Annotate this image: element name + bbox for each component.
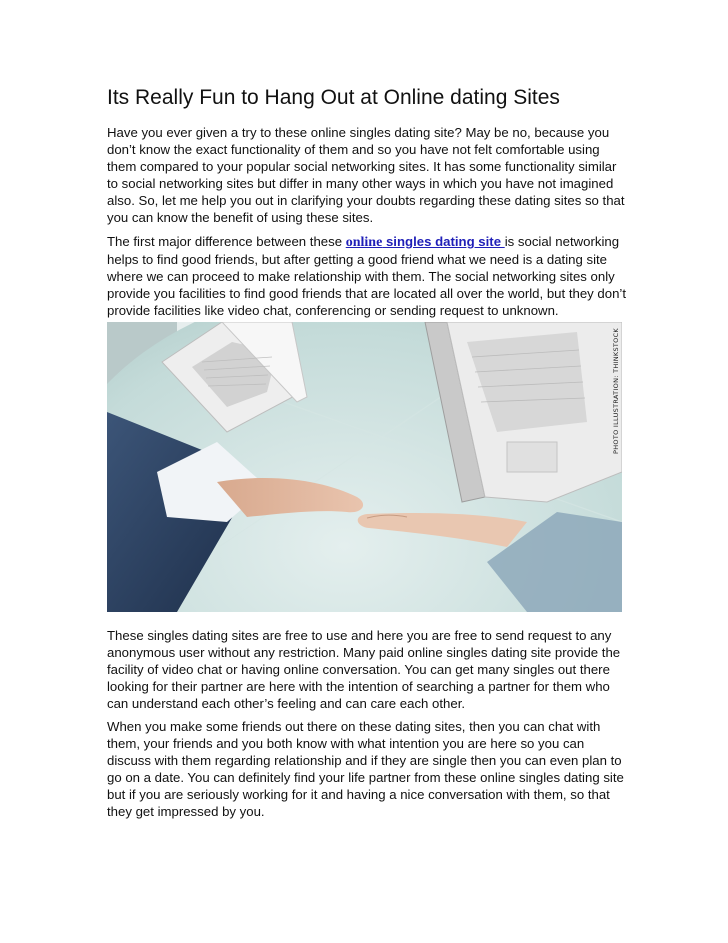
paragraph-difference-rest: is social networking helps to find good friends, but after getting a good friend what we need is a dating site where we can proceed to make relationship with them. The social networking sites only provide you facilities to find good friends that are located all over the world, but they don’t provide facilities like video chat, conferencing or sending request to unknown.	[107, 234, 627, 318]
laptops-hands-photo	[107, 322, 622, 612]
paragraph-make-friends: When you make some friends out there on these dating sites, then you can chat with them, your friends and you both know with what intention you are here so you can discuss with them regarding relationship and if they are single then you can even plan to go on a date. You can definitely find your life partner from these online singles dating site but if you are seriously working for it and having a nice conversation with them, so that they get impressed by you.	[107, 719, 624, 819]
paragraph-free-to-use: These singles dating sites are free to use and here you are free to send request to any anonymous user without any restriction. Many paid online singles dating site provide the facility of video chat or having online conversation. You can get many singles out there looking for their partner are here with the intention of searching a partner for them who can understand each other’s feeling and can care each other.	[107, 628, 621, 711]
paragraph-difference	[107, 233, 627, 319]
paragraph-difference-lead: The first major difference between these	[107, 234, 346, 249]
article-title: Its Really Fun to Hang Out at Online dating Sites	[107, 86, 560, 109]
paragraph-intro: Have you ever given a try to these online singles dating site? May be no, because you don’t know the exact functionality of them and so you have not felt comfortable using them compared to your popular social networking sites. It has some functionality similar to social networking sites but differ in many other ways in which you have not imagined also. So, let me help you out in clarifying your doubts regarding these dating sites so that you can know the benefit of using these sites.	[107, 125, 625, 225]
photo-credit: PHOTO ILLUSTRATION: THINKSTOCK	[612, 328, 620, 454]
online-singles-dating-site-link[interactable]: online singles dating site	[345, 234, 505, 250]
